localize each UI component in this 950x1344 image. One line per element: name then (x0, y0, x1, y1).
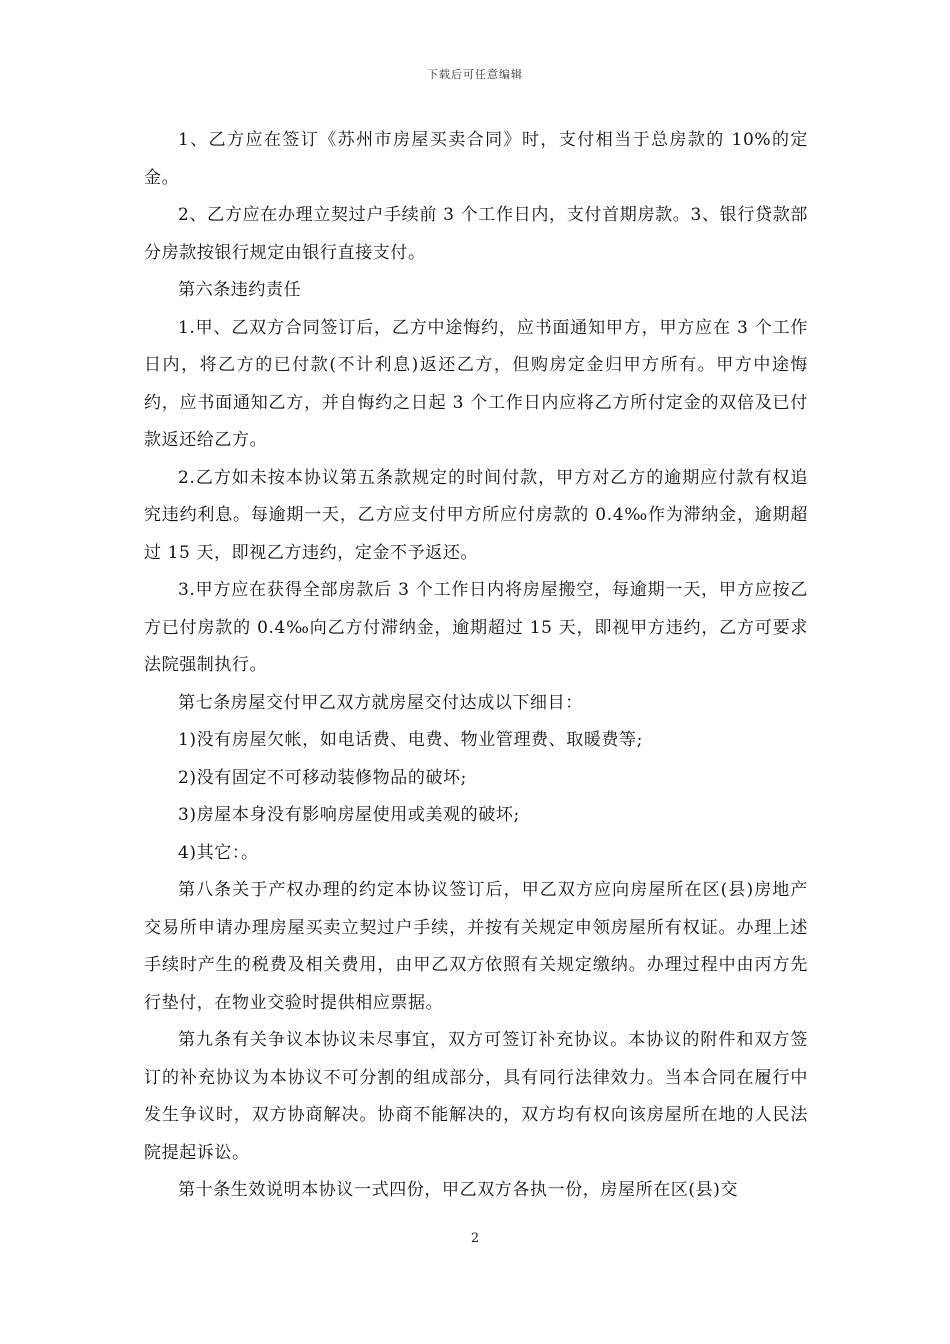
list-item-delivery-1: 1)没有房屋欠帐，如电话费、电费、物业管理费、取暖费等; (178, 730, 643, 750)
paragraph-breach-1: 1.甲、乙双方合同签订后，乙方中途悔约，应书面通知甲方，甲方应在 3 个工作日内，将乙方的已付款(不计利息)返还乙方，但购房定金归甲方所有。甲方中途悔约，应书面通知乙方，并自悔约之日起 3 个工作日内应将乙方所付定金的双倍及已付款返还给乙方。 (144, 317, 808, 450)
paragraph-breach-3: 3.甲方应在获得全部房款后 3 个工作日内将房屋搬空，每逾期一天，甲方应按乙方已付房款的 0.4‰向乙方付滞纳金，逾期超过 15 天，即视甲方违约，乙方可要求法院强制执行。 (144, 580, 808, 675)
list-item-delivery-2: 2)没有固定不可移动装修物品的破坏; (178, 767, 467, 788)
paragraph-deposit: 1、乙方应在签订《苏州市房屋买卖合同》时，支付相当于总房款的 10%的定金。 (144, 130, 808, 188)
section-heading-delivery: 第七条房屋交付甲乙双方就房屋交付达成以下细目： (178, 692, 583, 713)
paragraph-title-transfer: 第八条关于产权办理的约定本协议签订后，甲乙双方应向房屋所在区(县)房地产交易所申请办理房屋买卖立契过户手续，并按有关规定申领房屋所有权证。办理上述手续时产生的税费及相关费用，由甲乙双方依照有关规定缴纳。办理过程中由丙方先行垫付，在物业交验时提供相应票据。 (144, 880, 808, 1013)
list-item-delivery-4: 4)其它：。 (178, 842, 259, 863)
paragraph-breach-2: 2.乙方如未按本协议第五条款规定的时间付款，甲方对乙方的逾期应付款有权追究违约利息。每逾期一天，乙方应支付甲方所应付房款的 0.4‰作为滞纳金，逾期超过 15 天，即视乙方违约，定金不予返还。 (144, 467, 808, 563)
page-number: 2 (470, 1231, 480, 1246)
paragraph-down-payment: 2、乙方应在办理立契过户手续前 3 个工作日内，支付首期房款。3、银行贷款部分房款按银行规定由银行直接支付。 (144, 205, 808, 263)
section-heading-breach: 第六条违约责任 (178, 280, 302, 300)
document-body (144, 122, 808, 1210)
header-note: 下载后可任意编辑 (427, 68, 523, 81)
paragraph-disputes: 第九条有关争议本协议未尽事宜，双方可签订补充协议。本协议的附件和双方签订的补充协议为本协议不可分割的组成部分，具有同行法律效力。当本合同在履行中发生争议时，双方协商解决。协商不能解决的，双方均有权向该房屋所在地的人民法院提起诉讼。 (144, 1030, 808, 1163)
list-item-delivery-3: 3)房屋本身没有影响房屋使用或美观的破坏; (178, 805, 520, 825)
paragraph-effectiveness: 第十条生效说明本协议一式四份，甲乙双方各执一份，房屋所在区(县)交 (178, 1180, 739, 1200)
